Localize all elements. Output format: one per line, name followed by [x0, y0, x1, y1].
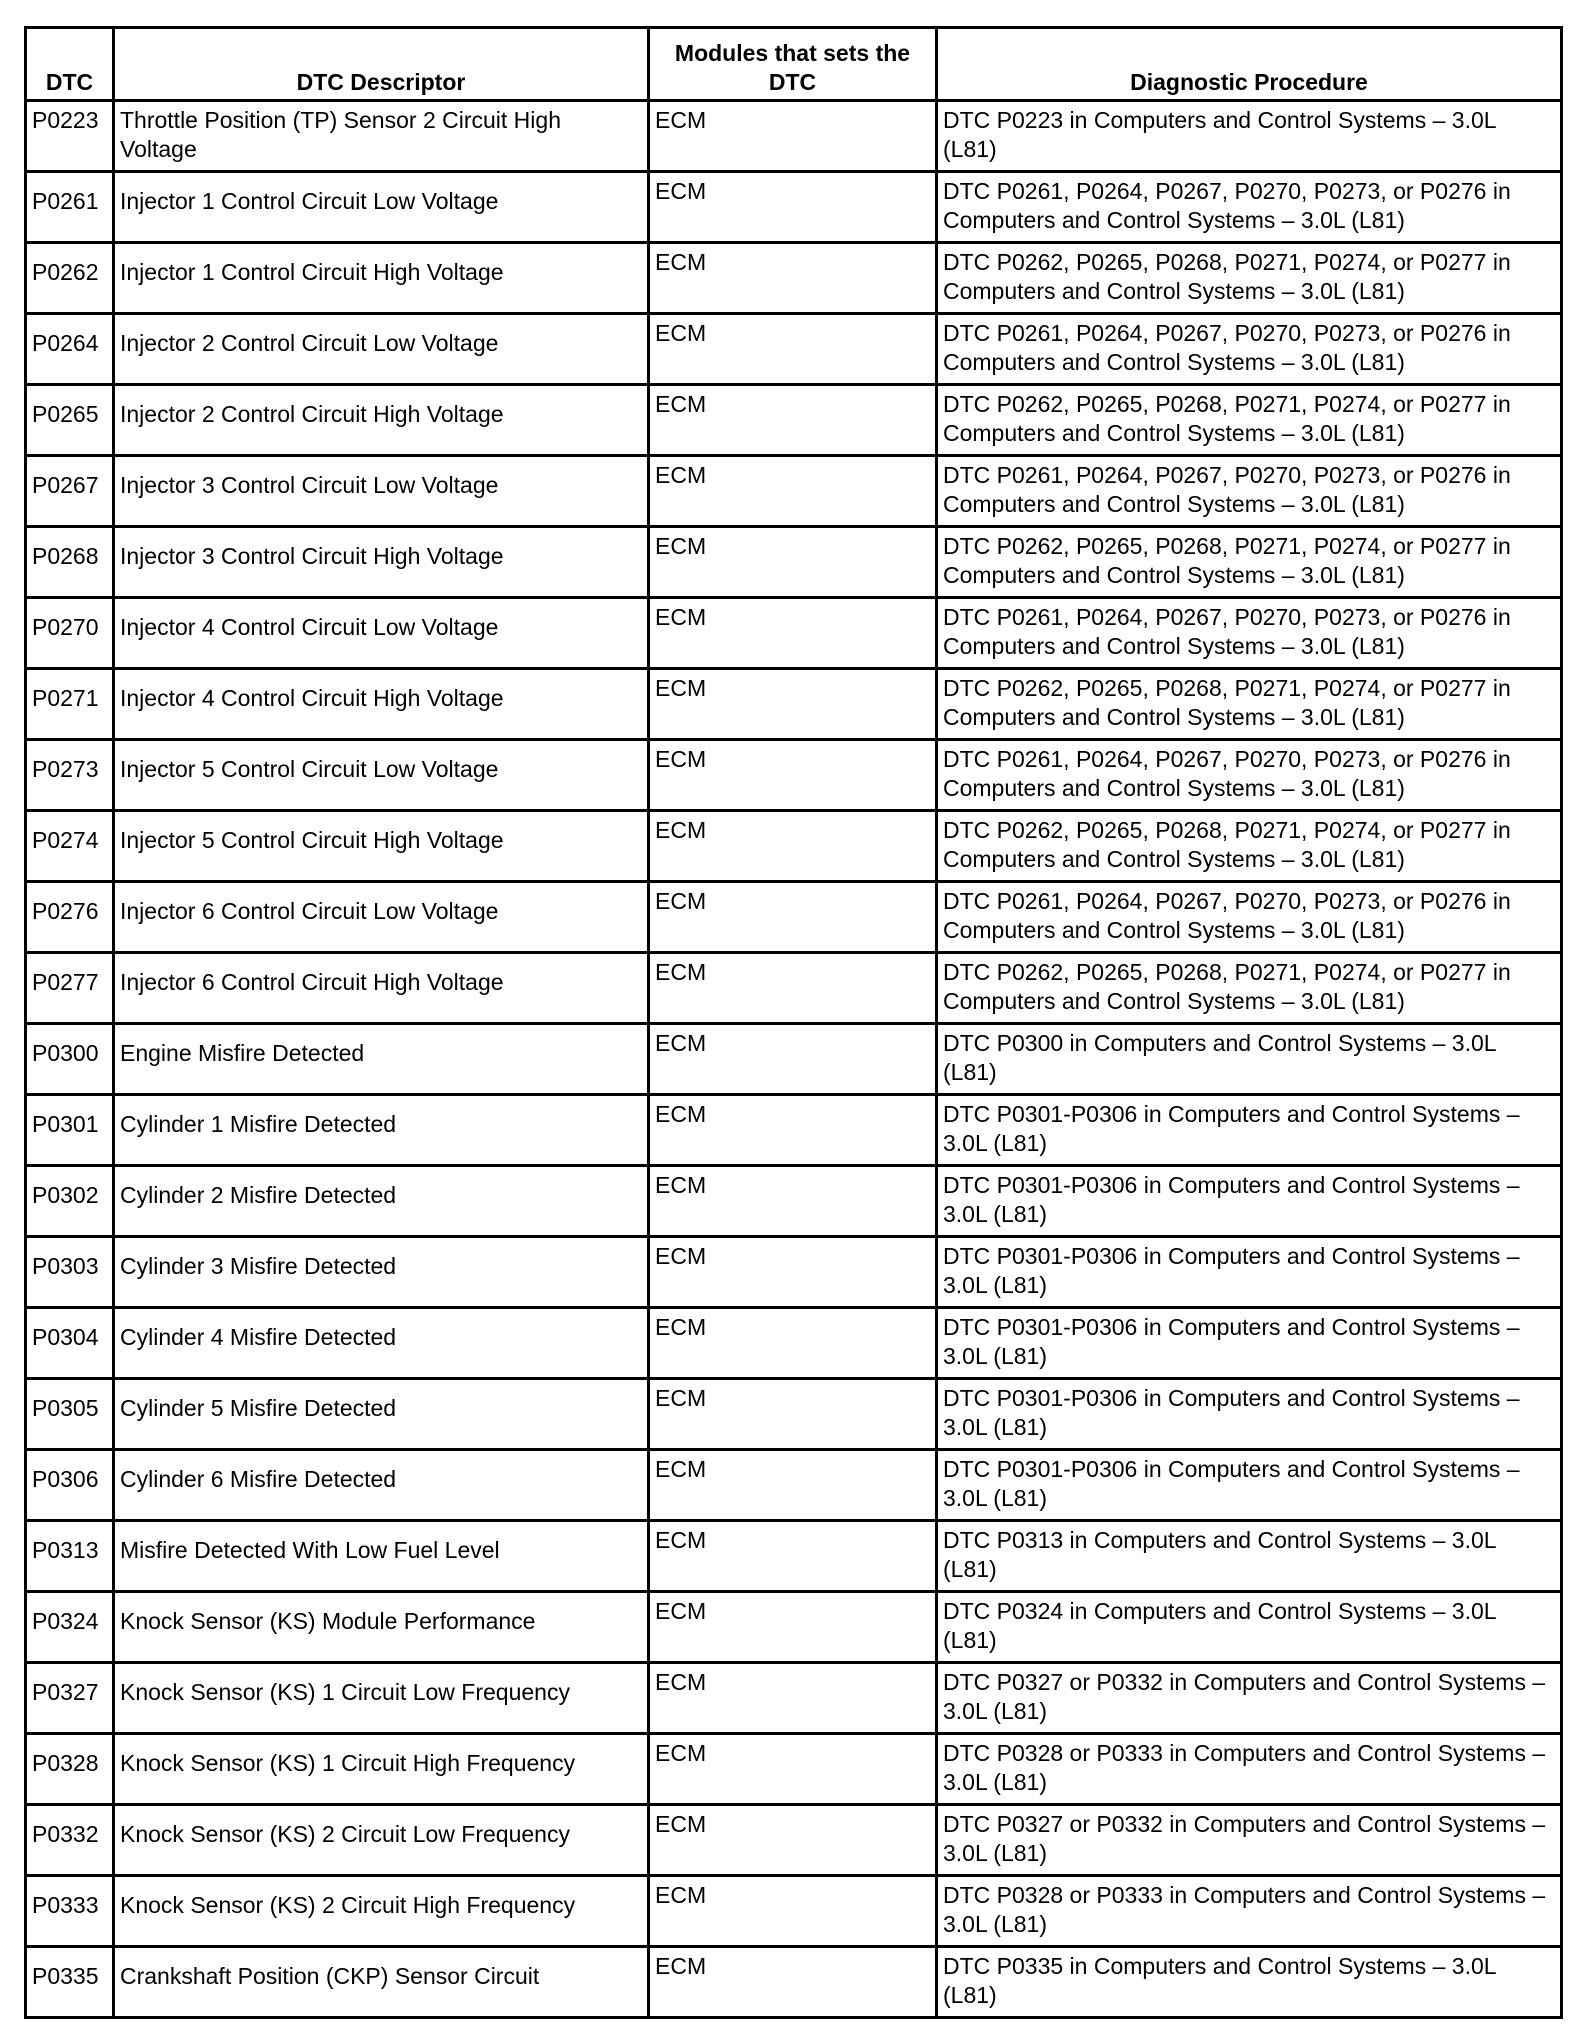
table-row: [26, 740, 1562, 811]
table-row: [26, 314, 1562, 385]
table-row: [26, 527, 1562, 598]
diagnostic-procedure-cell: DTC P0313 in Computers and Control Systems – 3.0L (L81): [937, 1521, 1562, 1592]
dtc-descriptor-cell: Knock Sensor (KS) 2 Circuit Low Frequency: [114, 1805, 649, 1876]
module-cell: ECM: [649, 172, 937, 243]
dtc-code-cell: P0305: [26, 1379, 114, 1450]
dtc-descriptor-cell: Cylinder 5 Misfire Detected: [114, 1379, 649, 1450]
module-cell: ECM: [649, 740, 937, 811]
module-cell: ECM: [649, 243, 937, 314]
diagnostic-procedure-cell: DTC P0262, P0265, P0268, P0271, P0274, or P0277 in Computers and Control Systems – 3.0L (L81): [937, 811, 1562, 882]
dtc-code-cell: P0270: [26, 598, 114, 669]
table-row: [26, 1024, 1562, 1095]
dtc-descriptor-cell: Crankshaft Position (CKP) Sensor Circuit: [114, 1947, 649, 2018]
module-cell: ECM: [649, 1663, 937, 1734]
dtc-code-cell: P0271: [26, 669, 114, 740]
dtc-descriptor-cell: Misfire Detected With Low Fuel Level: [114, 1521, 649, 1592]
table-row: [26, 456, 1562, 527]
table-row: [26, 1947, 1562, 2018]
table-header: [26, 28, 1562, 101]
dtc-code-cell: P0313: [26, 1521, 114, 1592]
module-cell: ECM: [649, 1592, 937, 1663]
dtc-descriptor-cell: Cylinder 4 Misfire Detected: [114, 1308, 649, 1379]
dtc-code-cell: P0268: [26, 527, 114, 598]
table-row: [26, 1237, 1562, 1308]
module-cell: ECM: [649, 1237, 937, 1308]
table-row: [26, 1663, 1562, 1734]
dtc-descriptor-cell: Injector 5 Control Circuit High Voltage: [114, 811, 649, 882]
table-row: [26, 1876, 1562, 1947]
diagnostic-procedure-cell: DTC P0262, P0265, P0268, P0271, P0274, or P0277 in Computers and Control Systems – 3.0L (L81): [937, 527, 1562, 598]
table-row: [26, 953, 1562, 1024]
module-cell: ECM: [649, 1876, 937, 1947]
diagnostic-procedure-cell: DTC P0328 or P0333 in Computers and Control Systems – 3.0L (L81): [937, 1734, 1562, 1805]
header-dtc: DTC: [26, 28, 114, 101]
dtc-code-cell: P0333: [26, 1876, 114, 1947]
dtc-code-cell: P0274: [26, 811, 114, 882]
table-row: [26, 1450, 1562, 1521]
table-body: [26, 101, 1562, 2018]
dtc-code-cell: P0335: [26, 1947, 114, 2018]
dtc-table: [24, 26, 1563, 2019]
diagnostic-procedure-cell: DTC P0261, P0264, P0267, P0270, P0273, or P0276 in Computers and Control Systems – 3.0L (L81): [937, 598, 1562, 669]
dtc-descriptor-cell: Throttle Position (TP) Sensor 2 Circuit High Voltage: [114, 101, 649, 172]
table-row: [26, 385, 1562, 456]
dtc-descriptor-cell: Cylinder 6 Misfire Detected: [114, 1450, 649, 1521]
dtc-code-cell: P0332: [26, 1805, 114, 1876]
table-row: [26, 669, 1562, 740]
dtc-code-cell: P0327: [26, 1663, 114, 1734]
diagnostic-procedure-cell: DTC P0301-P0306 in Computers and Control Systems – 3.0L (L81): [937, 1237, 1562, 1308]
dtc-descriptor-cell: Injector 6 Control Circuit High Voltage: [114, 953, 649, 1024]
dtc-code-cell: P0264: [26, 314, 114, 385]
module-cell: ECM: [649, 385, 937, 456]
dtc-descriptor-cell: Injector 1 Control Circuit Low Voltage: [114, 172, 649, 243]
diagnostic-procedure-cell: DTC P0335 in Computers and Control Systems – 3.0L (L81): [937, 1947, 1562, 2018]
dtc-descriptor-cell: Knock Sensor (KS) 2 Circuit High Frequency: [114, 1876, 649, 1947]
dtc-descriptor-cell: Cylinder 2 Misfire Detected: [114, 1166, 649, 1237]
table-row: [26, 101, 1562, 172]
module-cell: ECM: [649, 1166, 937, 1237]
diagnostic-procedure-cell: DTC P0301-P0306 in Computers and Control Systems – 3.0L (L81): [937, 1308, 1562, 1379]
dtc-code-cell: P0262: [26, 243, 114, 314]
header-module: Modules that sets the DTC: [649, 28, 937, 101]
diagnostic-procedure-cell: DTC P0327 or P0332 in Computers and Control Systems – 3.0L (L81): [937, 1805, 1562, 1876]
dtc-code-cell: P0301: [26, 1095, 114, 1166]
dtc-code-cell: P0223: [26, 101, 114, 172]
diagnostic-procedure-cell: DTC P0301-P0306 in Computers and Control Systems – 3.0L (L81): [937, 1095, 1562, 1166]
module-cell: ECM: [649, 882, 937, 953]
dtc-code-cell: P0273: [26, 740, 114, 811]
module-cell: ECM: [649, 1947, 937, 2018]
table-row: [26, 243, 1562, 314]
dtc-code-cell: P0306: [26, 1450, 114, 1521]
header-procedure: Diagnostic Procedure: [937, 28, 1562, 101]
diagnostic-procedure-cell: DTC P0261, P0264, P0267, P0270, P0273, or P0276 in Computers and Control Systems – 3.0L (L81): [937, 456, 1562, 527]
table-row: [26, 1308, 1562, 1379]
module-cell: ECM: [649, 1805, 937, 1876]
dtc-code-cell: P0267: [26, 456, 114, 527]
dtc-descriptor-cell: Injector 2 Control Circuit Low Voltage: [114, 314, 649, 385]
table-row: [26, 811, 1562, 882]
diagnostic-procedure-cell: DTC P0262, P0265, P0268, P0271, P0274, or P0277 in Computers and Control Systems – 3.0L (L81): [937, 385, 1562, 456]
diagnostic-procedure-cell: DTC P0261, P0264, P0267, P0270, P0273, or P0276 in Computers and Control Systems – 3.0L (L81): [937, 172, 1562, 243]
dtc-descriptor-cell: Injector 5 Control Circuit Low Voltage: [114, 740, 649, 811]
module-cell: ECM: [649, 953, 937, 1024]
dtc-descriptor-cell: Knock Sensor (KS) 1 Circuit High Frequency: [114, 1734, 649, 1805]
diagnostic-procedure-cell: DTC P0262, P0265, P0268, P0271, P0274, or P0277 in Computers and Control Systems – 3.0L (L81): [937, 953, 1562, 1024]
diagnostic-procedure-cell: DTC P0261, P0264, P0267, P0270, P0273, or P0276 in Computers and Control Systems – 3.0L (L81): [937, 740, 1562, 811]
module-cell: ECM: [649, 598, 937, 669]
module-cell: ECM: [649, 811, 937, 882]
dtc-descriptor-cell: Injector 2 Control Circuit High Voltage: [114, 385, 649, 456]
table-row: [26, 1166, 1562, 1237]
dtc-code-cell: P0277: [26, 953, 114, 1024]
table-row: [26, 1379, 1562, 1450]
table-row: [26, 1095, 1562, 1166]
dtc-descriptor-cell: Engine Misfire Detected: [114, 1024, 649, 1095]
table-row: [26, 172, 1562, 243]
module-cell: ECM: [649, 1734, 937, 1805]
dtc-descriptor-cell: Knock Sensor (KS) 1 Circuit Low Frequency: [114, 1663, 649, 1734]
module-cell: ECM: [649, 669, 937, 740]
dtc-descriptor-cell: Injector 3 Control Circuit Low Voltage: [114, 456, 649, 527]
dtc-code-cell: P0261: [26, 172, 114, 243]
diagnostic-procedure-cell: DTC P0327 or P0332 in Computers and Control Systems – 3.0L (L81): [937, 1663, 1562, 1734]
table-row: [26, 882, 1562, 953]
diagnostic-procedure-cell: DTC P0262, P0265, P0268, P0271, P0274, or P0277 in Computers and Control Systems – 3.0L (L81): [937, 243, 1562, 314]
module-cell: ECM: [649, 1521, 937, 1592]
dtc-code-cell: P0324: [26, 1592, 114, 1663]
module-cell: ECM: [649, 1308, 937, 1379]
dtc-code-cell: P0302: [26, 1166, 114, 1237]
dtc-descriptor-cell: Injector 3 Control Circuit High Voltage: [114, 527, 649, 598]
module-cell: ECM: [649, 527, 937, 598]
module-cell: ECM: [649, 1379, 937, 1450]
dtc-code-cell: P0304: [26, 1308, 114, 1379]
module-cell: ECM: [649, 1024, 937, 1095]
diagnostic-procedure-cell: DTC P0301-P0306 in Computers and Control Systems – 3.0L (L81): [937, 1166, 1562, 1237]
diagnostic-procedure-cell: DTC P0261, P0264, P0267, P0270, P0273, or P0276 in Computers and Control Systems – 3.0L (L81): [937, 314, 1562, 385]
diagnostic-procedure-cell: DTC P0301-P0306 in Computers and Control Systems – 3.0L (L81): [937, 1450, 1562, 1521]
module-cell: ECM: [649, 1450, 937, 1521]
diagnostic-procedure-cell: DTC P0262, P0265, P0268, P0271, P0274, or P0277 in Computers and Control Systems – 3.0L (L81): [937, 669, 1562, 740]
diagnostic-procedure-cell: DTC P0324 in Computers and Control Systems – 3.0L (L81): [937, 1592, 1562, 1663]
table-row: [26, 1592, 1562, 1663]
dtc-descriptor-cell: Cylinder 3 Misfire Detected: [114, 1237, 649, 1308]
dtc-descriptor-cell: Injector 1 Control Circuit High Voltage: [114, 243, 649, 314]
dtc-code-cell: P0300: [26, 1024, 114, 1095]
table-row: [26, 598, 1562, 669]
header-row: [26, 28, 1562, 101]
module-cell: ECM: [649, 456, 937, 527]
dtc-code-cell: P0276: [26, 882, 114, 953]
table-row: [26, 1521, 1562, 1592]
table-row: [26, 1734, 1562, 1805]
table-row: [26, 1805, 1562, 1876]
diagnostic-procedure-cell: DTC P0261, P0264, P0267, P0270, P0273, or P0276 in Computers and Control Systems – 3.0L (L81): [937, 882, 1562, 953]
header-descriptor: DTC Descriptor: [114, 28, 649, 101]
diagnostic-procedure-cell: DTC P0301-P0306 in Computers and Control Systems – 3.0L (L81): [937, 1379, 1562, 1450]
dtc-code-cell: P0265: [26, 385, 114, 456]
dtc-descriptor-cell: Cylinder 1 Misfire Detected: [114, 1095, 649, 1166]
dtc-code-cell: P0303: [26, 1237, 114, 1308]
dtc-descriptor-cell: Knock Sensor (KS) Module Performance: [114, 1592, 649, 1663]
dtc-descriptor-cell: Injector 4 Control Circuit Low Voltage: [114, 598, 649, 669]
module-cell: ECM: [649, 1095, 937, 1166]
diagnostic-procedure-cell: DTC P0223 in Computers and Control Systems – 3.0L (L81): [937, 101, 1562, 172]
dtc-descriptor-cell: Injector 4 Control Circuit High Voltage: [114, 669, 649, 740]
diagnostic-procedure-cell: DTC P0328 or P0333 in Computers and Control Systems – 3.0L (L81): [937, 1876, 1562, 1947]
dtc-code-cell: P0328: [26, 1734, 114, 1805]
module-cell: ECM: [649, 314, 937, 385]
module-cell: ECM: [649, 101, 937, 172]
diagnostic-procedure-cell: DTC P0300 in Computers and Control Systems – 3.0L (L81): [937, 1024, 1562, 1095]
dtc-descriptor-cell: Injector 6 Control Circuit Low Voltage: [114, 882, 649, 953]
